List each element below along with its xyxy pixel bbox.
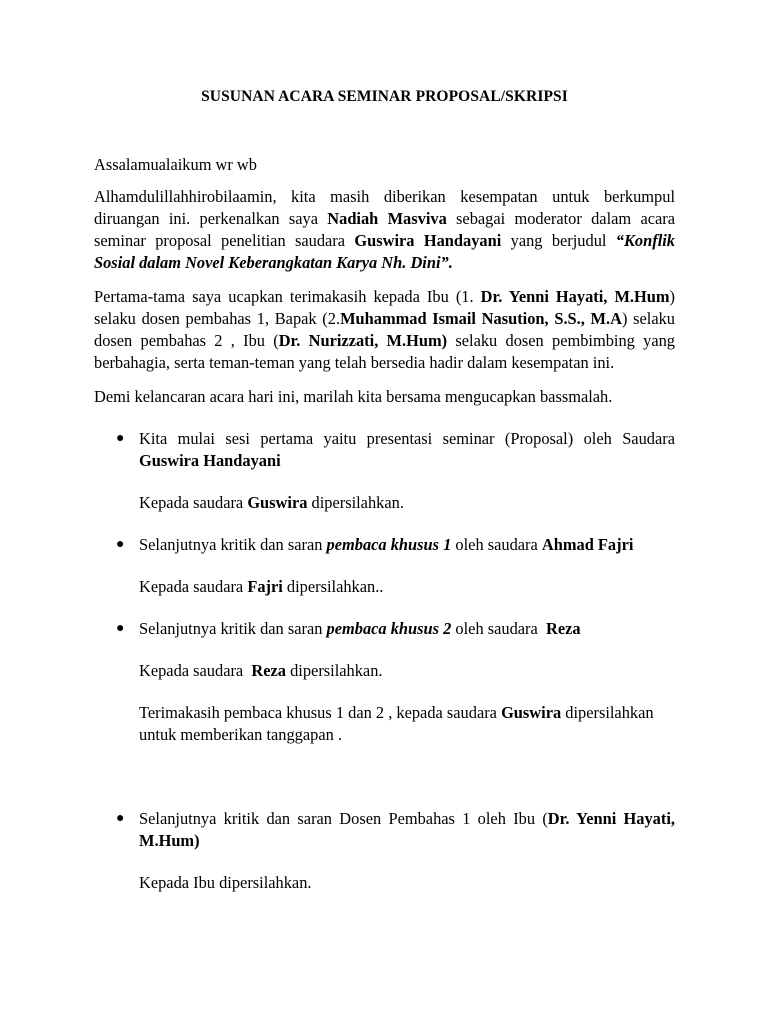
step-1-invite-text-1: Kepada saudara bbox=[139, 493, 248, 512]
opening-paragraph: Demi kelancaran acara hari ini, marilah kita bersama mengucapkan bassmalah. bbox=[94, 387, 613, 406]
step-2-text-1: Selanjutnya kritik dan saran bbox=[139, 535, 327, 554]
step-1-invite bbox=[139, 492, 675, 514]
step-4-name: Dr. Yenni Hayati, M.Hum) bbox=[139, 809, 675, 850]
agenda-item-reader-1 bbox=[94, 534, 675, 598]
step-2-invite-name: Fajri bbox=[247, 577, 283, 596]
intro-text-1: Alhamdulillahhirobilaamin, kita masih diberikan kesempatan untuk berkumpul diruangan ini. perkenalkan saya bbox=[94, 187, 675, 228]
step-3-invite-name: Reza bbox=[251, 661, 286, 680]
step-1-name: Guswira Handayani bbox=[139, 451, 281, 470]
thesis-title: “Konflik Sosial dalam Novel Keberangkatan Karya Nh. Dini”. bbox=[94, 231, 675, 272]
thanks-text-2: ) selaku dosen pembahas 1, Bapak (2. bbox=[94, 287, 675, 328]
agenda-list bbox=[94, 428, 675, 894]
step-1-invite-text-2: dipersilahkan. bbox=[307, 493, 404, 512]
thanks-text-3: ) selaku dosen pembahas 2 , Ibu ( bbox=[94, 309, 675, 350]
step-4-text: Selanjutnya kritik dan saran Dosen Pembahas 1 oleh Ibu ( bbox=[139, 809, 548, 828]
step-3-name: Reza bbox=[546, 619, 581, 638]
step-2-name: Ahmad Fajri bbox=[541, 535, 634, 554]
moderator-name: Nadiah Masviva bbox=[327, 209, 447, 228]
agenda-item-text bbox=[139, 428, 675, 472]
step-4-invite: Kepada Ibu dipersilahkan. bbox=[139, 873, 312, 892]
bullet-icon: ● bbox=[116, 431, 125, 446]
step-3-invite bbox=[139, 660, 675, 682]
step-3-text-1: Selanjutnya kritik dan saran bbox=[139, 619, 327, 638]
reviewer-2-name: Muhammad Ismail Nasution, S.S., M.A bbox=[340, 309, 622, 328]
bullet-icon: ● bbox=[116, 537, 125, 552]
agenda-item-examiner-1 bbox=[94, 808, 675, 894]
intro-text-2: sebagai moderator dalam acara seminar proposal penelitian saudara bbox=[94, 209, 676, 250]
intro-text-3: yang berjudul bbox=[501, 231, 616, 250]
agenda-item-presentation bbox=[94, 428, 675, 514]
agenda-item-text bbox=[139, 534, 675, 556]
step-3-response bbox=[139, 702, 675, 746]
step-2-text-2: oleh saudara bbox=[451, 535, 542, 554]
document-page bbox=[94, 88, 675, 894]
agenda-item-text bbox=[139, 808, 675, 852]
thanks-paragraph bbox=[94, 286, 675, 374]
bullet-icon: ● bbox=[116, 621, 125, 636]
step-1-text: Kita mulai sesi pertama yaitu presentasi seminar (Proposal) oleh Saudara bbox=[139, 429, 675, 448]
step-3-invite-text-2: dipersilahkan. bbox=[286, 661, 383, 680]
step-2-invite bbox=[139, 576, 675, 598]
step-3-response-text-1: Terimakasih pembaca khusus 1 dan 2 , kepada saudara bbox=[139, 703, 502, 722]
step-3-response-text-2: dipersilahkan untuk memberikan tanggapan . bbox=[139, 703, 654, 744]
step-3-response-name: Guswira bbox=[501, 703, 562, 722]
step-3-text-2: oleh saudara bbox=[451, 619, 546, 638]
reviewer-1-name: Dr. Yenni Hayati, M.Hum bbox=[480, 287, 670, 306]
step-2-invite-text-2: dipersilahkan.. bbox=[282, 577, 384, 596]
agenda-item-reader-2 bbox=[94, 618, 675, 746]
step-2-role: pembaca khusus 1 bbox=[326, 535, 452, 554]
document-title: SUSUNAN ACARA SEMINAR PROPOSAL/SKRIPSI bbox=[201, 88, 568, 105]
agenda-item-text bbox=[139, 618, 675, 640]
bullet-icon: ● bbox=[116, 811, 125, 826]
thanks-text-4: selaku dosen pembimbing yang berbahagia, serta teman-teman yang telah bersedia hadir dalam kesempatan ini. bbox=[94, 331, 675, 372]
intro-paragraph bbox=[94, 186, 675, 274]
greeting: Assalamualaikum wr wb bbox=[94, 155, 257, 174]
step-3-invite-text-1: Kepada saudara bbox=[139, 661, 252, 680]
step-2-invite-text-1: Kepada saudara bbox=[139, 577, 248, 596]
supervisor-name: Dr. Nurizzati, M.Hum) bbox=[278, 331, 448, 350]
step-3-role: pembaca khusus 2 bbox=[326, 619, 452, 638]
student-name: Guswira Handayani bbox=[354, 231, 502, 250]
thanks-text-1: Pertama-tama saya ucapkan terimakasih kepada Ibu (1. bbox=[94, 287, 481, 306]
step-1-invite-name: Guswira bbox=[247, 493, 308, 512]
